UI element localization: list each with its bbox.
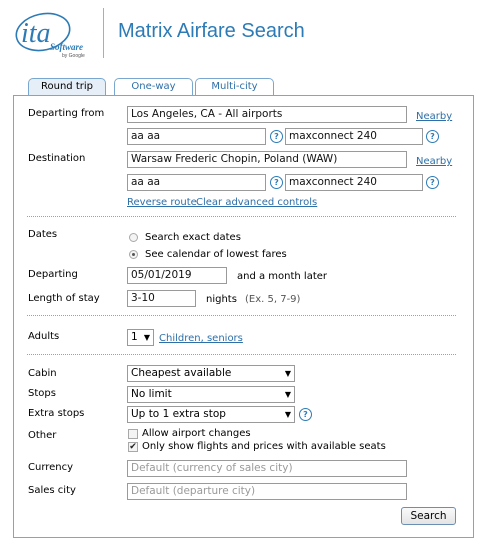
destination-input[interactable]: Warsaw Frederic Chopin, Poland (WAW) bbox=[127, 151, 407, 168]
chevron-down-icon: ▼ bbox=[284, 390, 291, 399]
departing-label: Departing bbox=[28, 269, 78, 280]
departing-from-label: Departing from bbox=[28, 108, 105, 119]
currency-input[interactable]: Default (currency of sales city) bbox=[127, 460, 407, 477]
extra-stops-value: Up to 1 extra stop bbox=[131, 408, 226, 420]
sales-city-input[interactable]: Default (departure city) bbox=[127, 483, 407, 500]
radio-exact-dates[interactable] bbox=[129, 233, 138, 242]
radio-calendar[interactable] bbox=[129, 250, 138, 259]
search-button[interactable]: Search bbox=[401, 507, 456, 525]
allow-airport-changes-label: Allow airport changes bbox=[142, 428, 251, 439]
currency-label: Currency bbox=[28, 462, 74, 473]
departing-routing-input[interactable]: aa aa bbox=[127, 128, 266, 145]
only-available-checkbox[interactable] bbox=[128, 442, 138, 452]
tab-one-way[interactable]: One-way bbox=[114, 78, 193, 95]
only-available-label: Only show flights and prices with available seats bbox=[142, 441, 386, 452]
departing-nearby-link[interactable]: Nearby bbox=[416, 111, 453, 122]
logo-sub-text: Software bbox=[50, 42, 84, 52]
tab-multi-city[interactable]: Multi-city bbox=[195, 78, 274, 95]
nights-label: nights bbox=[206, 294, 237, 305]
departing-from-input[interactable]: Los Angeles, CA - All airports bbox=[127, 106, 407, 123]
header-divider bbox=[103, 8, 104, 58]
stops-value: No limit bbox=[131, 388, 172, 400]
length-hint: (Ex. 5, 7-9) bbox=[245, 294, 301, 305]
length-of-stay-input[interactable]: 3-10 bbox=[127, 290, 196, 307]
help-icon[interactable]: ? bbox=[426, 130, 439, 143]
section-divider bbox=[27, 354, 456, 355]
chevron-down-icon: ▼ bbox=[284, 410, 291, 419]
section-divider bbox=[27, 315, 456, 316]
chevron-down-icon: ▼ bbox=[143, 333, 150, 342]
clear-advanced-link[interactable]: Clear advanced controls bbox=[196, 197, 318, 208]
logo-main-text: ita bbox=[21, 18, 51, 49]
destination-nearby-link[interactable]: Nearby bbox=[416, 156, 453, 167]
check-icon: ✔ bbox=[129, 442, 137, 452]
length-of-stay-label: Length of stay bbox=[28, 293, 100, 304]
help-icon[interactable]: ? bbox=[426, 176, 439, 189]
adults-value: 1 bbox=[131, 331, 138, 343]
destination-routing-input[interactable]: aa aa bbox=[127, 174, 266, 191]
extra-stops-select[interactable] bbox=[127, 406, 295, 423]
tab-round-trip[interactable]: Round trip bbox=[28, 78, 106, 96]
help-icon[interactable]: ? bbox=[270, 176, 283, 189]
extra-stops-label: Extra stops bbox=[28, 408, 85, 419]
reverse-route-link[interactable]: Reverse route bbox=[127, 197, 197, 208]
departing-date-input[interactable]: 05/01/2019 bbox=[127, 267, 227, 284]
logo-by-text: by Google bbox=[62, 53, 85, 59]
departing-suffix: and a month later bbox=[237, 271, 328, 282]
help-icon[interactable]: ? bbox=[270, 130, 283, 143]
sales-city-label: Sales city bbox=[28, 485, 76, 496]
children-seniors-link[interactable]: Children, seniors bbox=[159, 333, 243, 344]
stops-select[interactable] bbox=[127, 386, 295, 403]
section-divider bbox=[27, 216, 456, 217]
cabin-value: Cheapest available bbox=[131, 367, 232, 379]
cabin-label: Cabin bbox=[28, 368, 57, 379]
calendar-label: See calendar of lowest fares bbox=[145, 249, 287, 260]
allow-airport-changes-checkbox[interactable] bbox=[128, 429, 138, 439]
exact-dates-label: Search exact dates bbox=[145, 232, 241, 243]
page-title: Matrix Airfare Search bbox=[118, 20, 305, 42]
adults-label: Adults bbox=[28, 331, 60, 342]
adults-select[interactable] bbox=[127, 329, 154, 346]
destination-extension-input[interactable]: maxconnect 240 bbox=[285, 174, 423, 191]
destination-label: Destination bbox=[28, 153, 86, 164]
help-icon[interactable]: ? bbox=[299, 408, 312, 421]
stops-label: Stops bbox=[28, 388, 56, 399]
departing-extension-input[interactable]: maxconnect 240 bbox=[285, 128, 423, 145]
other-label: Other bbox=[28, 430, 57, 441]
ita-software-logo bbox=[12, 8, 92, 64]
dates-label: Dates bbox=[28, 229, 58, 240]
cabin-select[interactable] bbox=[127, 365, 295, 382]
chevron-down-icon: ▼ bbox=[284, 369, 291, 378]
